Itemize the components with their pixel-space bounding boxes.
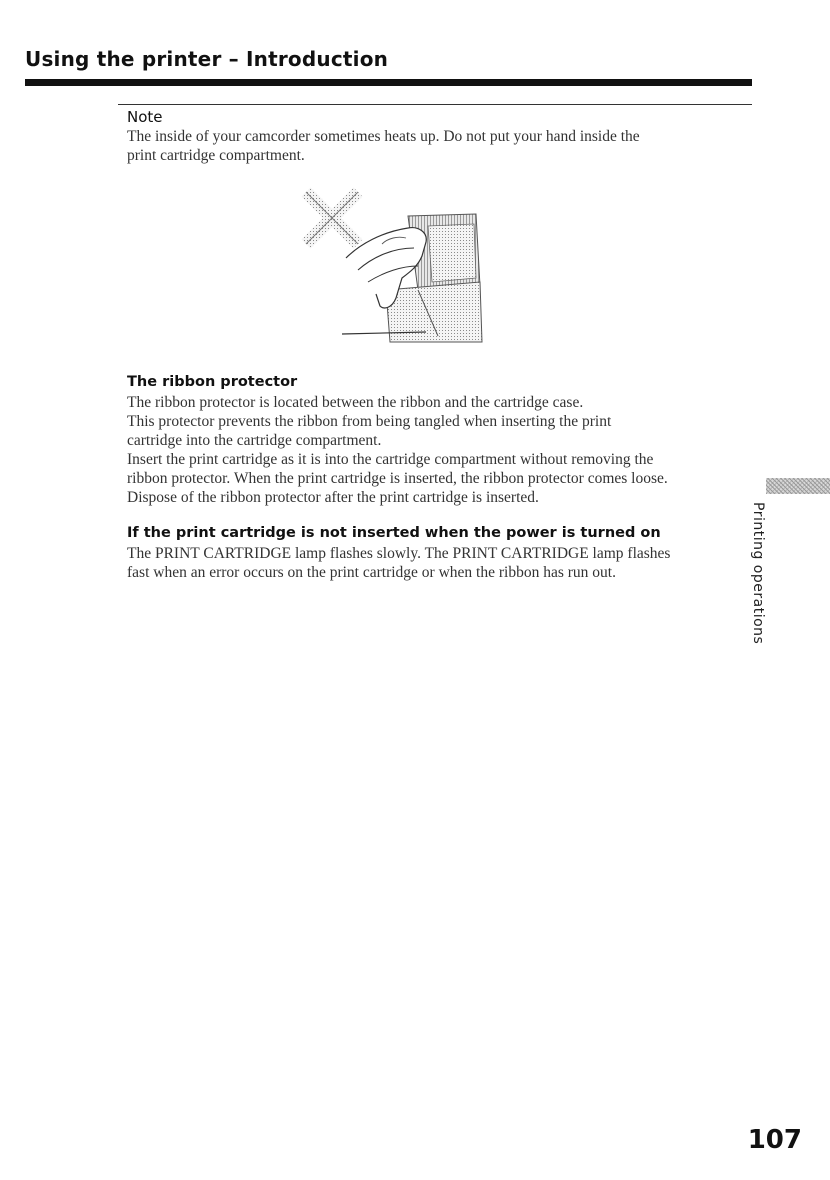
ribbon-protector-heading: The ribbon protector <box>127 374 298 390</box>
note-divider <box>118 104 752 105</box>
page-number: 107 <box>747 1125 802 1155</box>
ribbon-protector-line: cartridge into the cartridge compartment. <box>127 432 382 449</box>
not-inserted-text <box>127 544 757 582</box>
note-heading: Note <box>127 108 163 126</box>
not-inserted-line: fast when an error occurs on the print cartridge or when the ribbon has run out. <box>127 564 616 581</box>
side-tab-label-wrap <box>744 502 788 645</box>
not-inserted-line: The PRINT CARTRIDGE lamp flashes slowly. The PRINT CARTRIDGE lamp flashes <box>127 545 671 562</box>
ribbon-protector-line: ribbon protector. When the print cartridge is inserted, the ribbon protector comes loose. <box>127 470 668 487</box>
note-text <box>127 127 757 165</box>
section-tab-marker <box>766 478 830 494</box>
ribbon-protector-line: Dispose of the ribbon protector after the print cartridge is inserted. <box>127 489 539 506</box>
page-title: Using the printer – Introduction <box>25 47 389 71</box>
ribbon-protector-line: Insert the print cartridge as it is into the cartridge compartment without removing the <box>127 451 654 468</box>
ribbon-protector-text <box>127 393 757 507</box>
note-line: print cartridge compartment. <box>127 147 305 164</box>
note-line: The inside of your camcorder sometimes heats up. Do not put your hand inside the <box>127 128 640 145</box>
not-inserted-heading: If the print cartridge is not inserted when the power is turned on <box>127 525 661 541</box>
hand-in-compartment-prohibited-icon <box>298 186 488 344</box>
ribbon-protector-line: The ribbon protector is located between the ribbon and the cartridge case. <box>127 394 584 411</box>
ribbon-protector-line: This protector prevents the ribbon from being tangled when inserting the print <box>127 413 612 430</box>
side-tab-label: Printing operations <box>750 502 766 645</box>
title-rule <box>25 79 752 86</box>
